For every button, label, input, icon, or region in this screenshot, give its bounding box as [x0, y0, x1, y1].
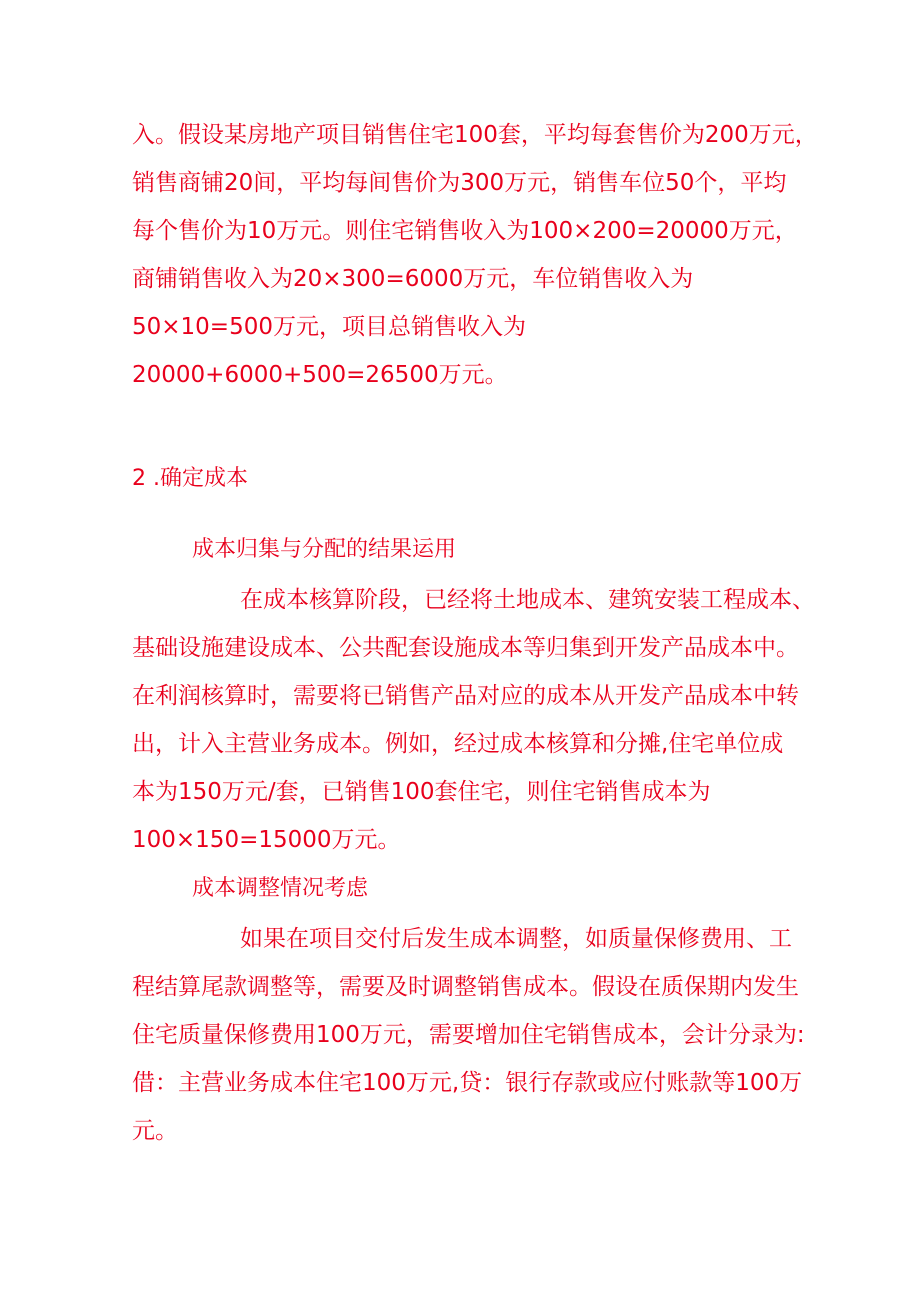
text-line: 在成本核算阶段，已经将土地成本、建筑安装工程成本、	[240, 587, 815, 613]
text-line: 出，计入主营业务成本。例如，经过成本核算和分摊,住宅单位成	[132, 731, 784, 757]
text-line: 本为150万元/套，已销售100套住宅，则住宅销售成本为	[132, 779, 711, 805]
text-line: 在利润核算时，需要将已销售产品对应的成本从开发产品成本中转	[132, 683, 799, 709]
text-line: 50×10=500万元，项目总销售收入为	[132, 314, 526, 340]
text-line: 每个售价为10万元。则住宅销售收入为100×200=20000万元，	[132, 218, 798, 244]
text-line: 20000+6000+500=26500万元。	[132, 362, 508, 388]
subsection-title: 成本调整情况考虑	[192, 876, 369, 901]
text-line: 元。	[132, 1118, 178, 1144]
text-line: 商铺销售收入为20×300=6000万元，车位销售收入为	[132, 266, 694, 292]
text-line: 入。假设某房地产项目销售住宅100套，平均每套售价为200万元，	[132, 122, 818, 148]
text-line: 程结算尾款调整等，需要及时调整销售成本。假设在质保期内发生	[132, 974, 799, 1000]
section-heading: 2 .确定成本	[132, 466, 248, 491]
text-line: 销售商铺20间，平均每间售价为300万元，销售车位50个，平均	[132, 170, 787, 196]
text-line: 住宅质量保修费用100万元，需要增加住宅销售成本，会计分录为:	[132, 1022, 805, 1048]
text-line: 基础设施建设成本、公共配套设施成本等归集到开发产品成本中。	[132, 635, 799, 661]
text-line: 100×150=15000万元。	[132, 827, 401, 853]
subsection-title: 成本归集与分配的结果运用	[192, 537, 457, 562]
text-line: 如果在项目交付后发生成本调整，如质量保修费用、工	[240, 926, 792, 952]
text-line: 借：主营业务成本住宅100万元,贷：银行存款或应付账款等100万	[132, 1070, 803, 1096]
